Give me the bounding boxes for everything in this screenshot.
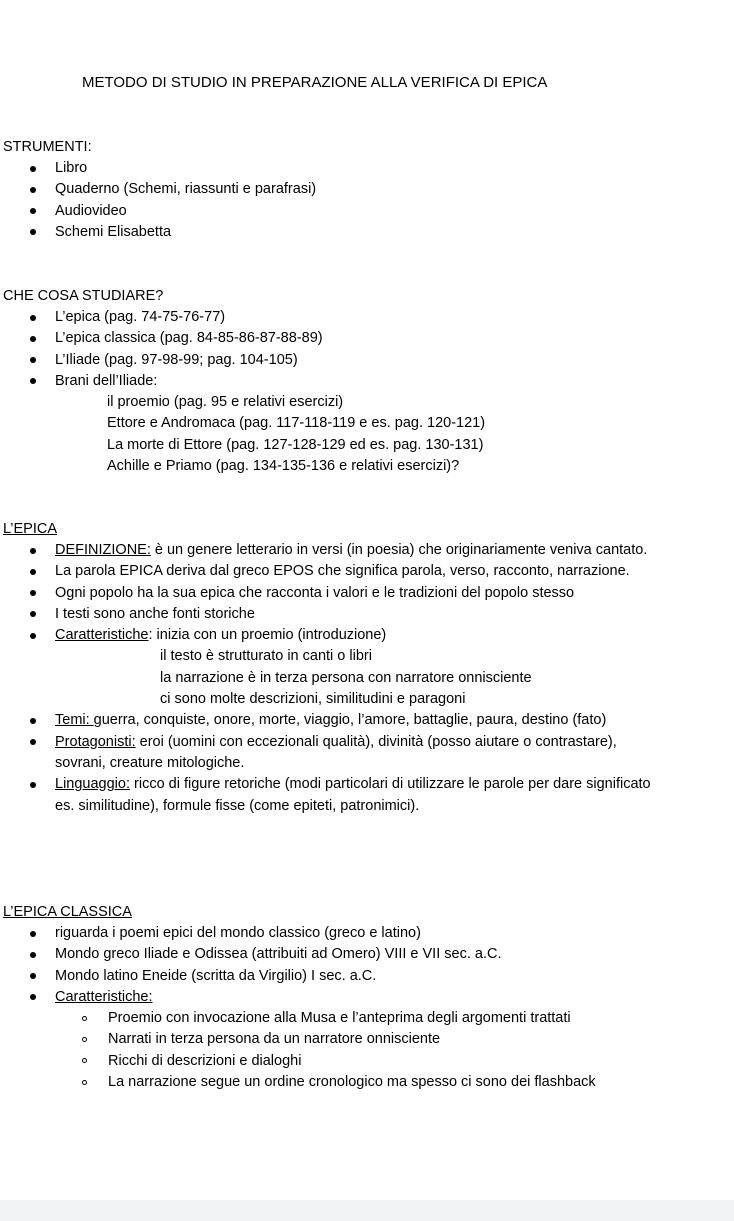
definizione-text: è un genere letterario in versi (in poesia) che originariamente veniva cantato.	[150, 542, 648, 558]
definizione-label: DEFINIZIONE:	[55, 542, 151, 558]
linguaggio-item	[0, 774, 734, 817]
strumenti-heading: STRUMENTI:	[3, 139, 92, 155]
temi-label: Temi:	[55, 712, 94, 729]
caratteristica-sub-item: la narrazione è in terza persona con narratore onnisciente	[160, 669, 532, 686]
classica-heading: L’EPICA CLASSICA	[3, 904, 132, 920]
list-item: Ogni popolo ha la sua epica che racconta i valori e le tradizioni del popolo stesso	[0, 583, 734, 604]
brano-item: Achille e Priamo (pag. 134-135-136 e relativi esercizi)?	[107, 458, 460, 475]
strumenti-list	[0, 158, 734, 243]
list-item: Schemi Elisabetta	[0, 222, 734, 243]
epica-heading: L’EPICA	[3, 521, 57, 537]
caratteristica-sub-item: La narrazione segue un ordine cronologico ma spesso ci sono dei flashback	[0, 1072, 734, 1093]
studiare-heading: CHE COSA STUDIARE?	[3, 288, 164, 304]
brano-item: il proemio (pag. 95 e relativi esercizi)	[107, 394, 344, 411]
list-item: Brani dell’Iliade:	[0, 371, 734, 392]
caratteristica-sub-item: Proemio con invocazione alla Musa e l’anteprima degli argomenti trattati	[0, 1008, 734, 1029]
caratteristica-sub-item: Narrati in terza persona da un narratore onnisciente	[0, 1029, 734, 1050]
page-title: METODO DI STUDIO IN PREPARAZIONE ALLA VERIFICA DI EPICA	[82, 74, 548, 91]
protagonisti-text: eroi (uomini con eccezionali qualità), divinità (posso aiutare o contrastare), sovrani, creature mitologiche.	[55, 733, 617, 771]
linguaggio-label: Linguaggio:	[55, 776, 130, 793]
list-item: L’epica classica (pag. 84-85-86-87-88-89)	[0, 328, 734, 349]
definizione-item	[0, 540, 734, 561]
epica-list	[0, 540, 734, 817]
brano-item: La morte di Ettore (pag. 127-128-129 ed es. pag. 130-131)	[107, 436, 484, 453]
list-item: Quaderno (Schemi, riassunti e parafrasi)	[0, 179, 734, 200]
caratteristiche-label: Caratteristiche:	[55, 988, 153, 1005]
list-item: Mondo latino Eneide (scritta da Virgilio) I sec. a.C.	[0, 966, 734, 987]
list-item: Audiovideo	[0, 201, 734, 222]
temi-text: guerra, conquiste, onore, morte, viaggio, l’amore, battaglie, paura, destino (fato)	[93, 712, 607, 729]
bottom-bar	[0, 1200, 734, 1221]
list-item: riguarda i poemi epici del mondo classico (greco e latino)	[0, 923, 734, 944]
list-item: La parola EPICA deriva dal greco EPOS che significa parola, verso, racconto, narrazione.	[0, 561, 734, 582]
list-item: Mondo greco Iliade e Odissea (attribuiti ad Omero) VIII e VII sec. a.C.	[0, 944, 734, 965]
caratteristiche-item	[0, 987, 734, 1008]
caratteristica-sub-item: Ricchi di descrizioni e dialoghi	[0, 1051, 734, 1072]
list-item: Libro	[0, 158, 734, 179]
linguaggio-text: ricco di figure retoriche (modi particolari di utilizzare le parole per dare significato es. similitudine), formule fisse (come epiteti, patronimici).	[55, 776, 651, 814]
list-item: L’epica (pag. 74-75-76-77)	[0, 307, 734, 328]
studiare-list	[0, 307, 734, 477]
classica-list	[0, 923, 734, 1093]
caratteristica-sub-item: il testo è strutturato in canti o libri	[160, 648, 372, 665]
caratteristiche-text: : inizia con un proemio (introduzione)	[148, 627, 387, 644]
protagonisti-item	[0, 732, 734, 775]
protagonisti-label: Protagonisti:	[55, 733, 136, 750]
list-item: L’Iliade (pag. 97-98-99; pag. 104-105)	[0, 350, 734, 371]
caratteristiche-item	[0, 625, 734, 646]
temi-item	[0, 710, 734, 731]
brano-item: Ettore e Andromaca (pag. 117-118-119 e es. pag. 120-121)	[107, 415, 486, 432]
caratteristiche-label: Caratteristiche	[55, 627, 149, 644]
caratteristica-sub-item: ci sono molte descrizioni, similitudini e paragoni	[160, 691, 466, 708]
list-item: I testi sono anche fonti storiche	[0, 604, 734, 625]
